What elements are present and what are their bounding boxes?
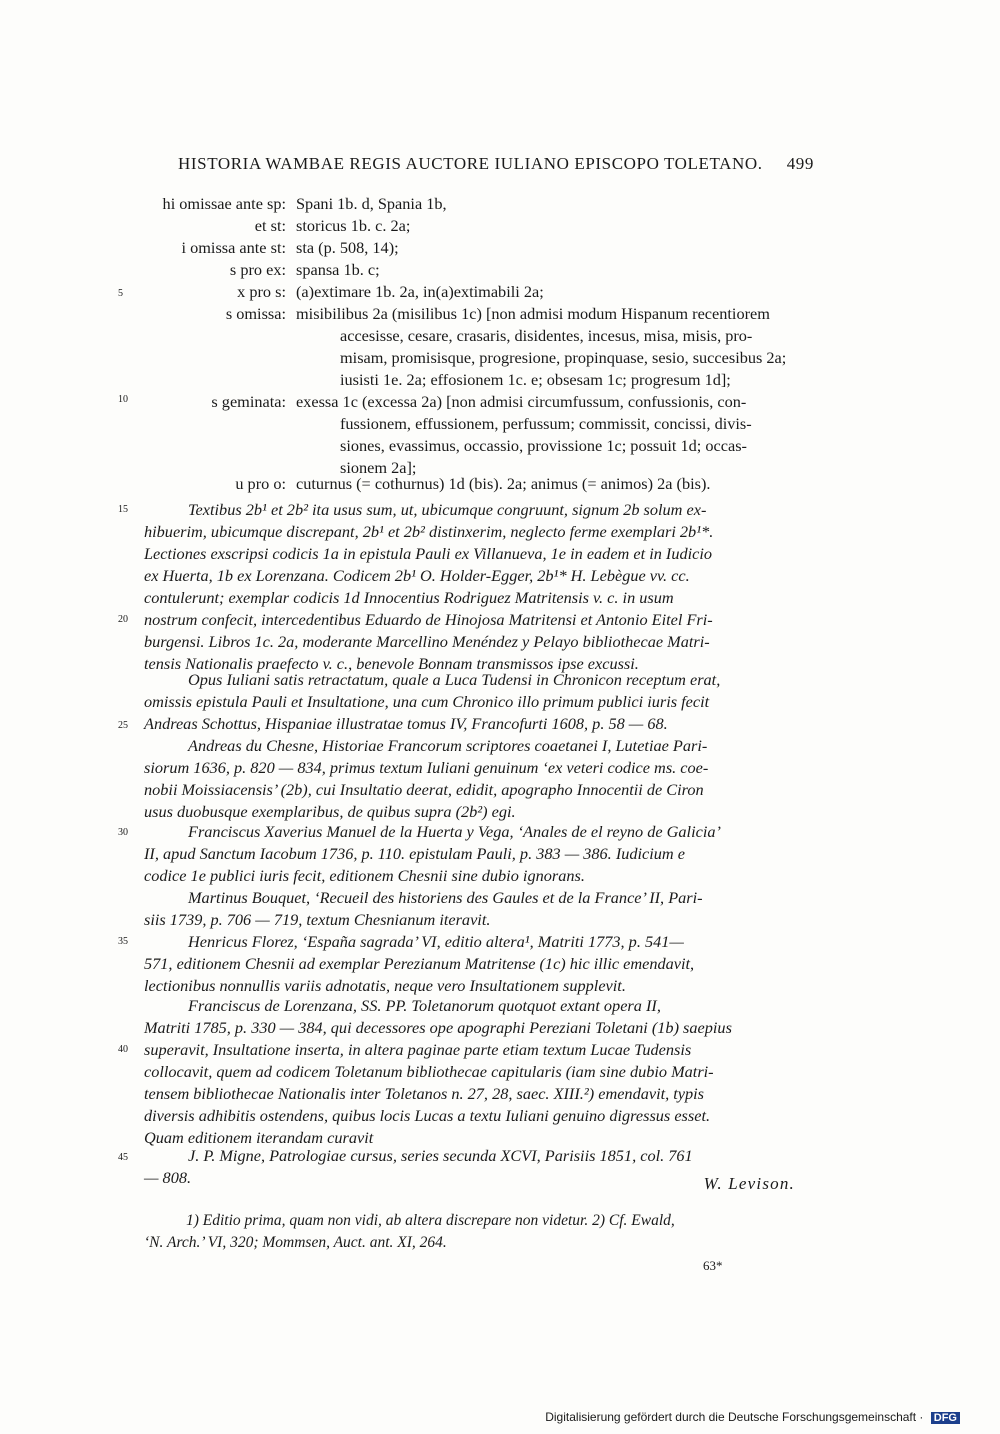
line-number: 30 bbox=[118, 827, 128, 838]
variant-text: fussionem, effussionem, perfussum; commissit, concissi, divis- bbox=[340, 414, 752, 433]
text-line: Textibus 2b¹ et 2b² ita usus sum, ut, ubicumque congruunt, signum 2b solum ex- bbox=[188, 500, 707, 519]
text-line: J. P. Migne, Patrologiae cursus, series secunda XCVI, Parisiis 1851, col. 761 bbox=[188, 1146, 693, 1165]
line-number: 35 bbox=[118, 936, 128, 947]
text-line: 571, editionem Chesnii ad exemplar Perezianum Matritense (1c) hic illic emendavit, bbox=[144, 954, 695, 973]
line-number: 25 bbox=[118, 720, 128, 731]
variant-label: s geminata: bbox=[211, 392, 286, 411]
variant-text: exessa 1c (excessa 2a) [non admisi circumfussum, confussionis, con- bbox=[296, 392, 747, 411]
text-line: — 808. bbox=[144, 1168, 192, 1187]
footnote: 1) Editio prima, quam non vidi, ab altera discrepare non videtur. 2) Cf. Ewald, bbox=[186, 1212, 675, 1229]
variant-text: sionem 2a]; bbox=[340, 458, 417, 477]
line-number: 40 bbox=[118, 1044, 128, 1055]
footer-text: Digitalisierung gefördert durch die Deutsche Forschungsgemeinschaft · bbox=[545, 1410, 924, 1424]
text-line: siorum 1636, p. 820 — 834, primus textum Iuliani genuinum ‘ex veteri codice ms. coe- bbox=[144, 758, 709, 777]
author-signature: W. Levison. bbox=[703, 1174, 795, 1193]
text-line: Matriti 1785, p. 330 — 384, qui decessores ope apographi Pereziani Toletani (1b) saepius bbox=[144, 1018, 732, 1037]
variant-text: accesisse, cesare, crasaris, disidentes, incesus, misa, misis, pro- bbox=[340, 326, 753, 345]
line-number: 10 bbox=[118, 394, 128, 405]
text-line: Opus Iuliani satis retractatum, quale a Luca Tudensi in Chronicon receptum erat, bbox=[188, 670, 721, 689]
text-line: Franciscus de Lorenzana, SS. PP. Toletanorum quotquot extant opera II, bbox=[188, 996, 661, 1015]
text-line: burgensi. Libros 1c. 2a, moderante Marcellino Menéndez y Pelayo bibliothecae Matri- bbox=[144, 632, 710, 651]
running-title: HISTORIA WAMBAE REGIS AUCTORE IULIANO EPISCOPO TOLETANO. bbox=[178, 154, 763, 173]
text-line: contulerunt; exemplar codicis 1d Innocentius Rodriguez Matritensis v. c. in usum bbox=[144, 588, 674, 607]
variant-text: spansa 1b. c; bbox=[296, 260, 380, 279]
line-number: 15 bbox=[118, 504, 128, 515]
sheet-signature: 63* bbox=[703, 1258, 723, 1273]
variant-text: Spani 1b. d, Spania 1b, bbox=[296, 194, 447, 213]
variant-label: u pro o: bbox=[235, 474, 286, 493]
variant-text: sta (p. 508, 14); bbox=[296, 238, 399, 257]
text-line: superavit, Insultatione inserta, in altera paginae parte etiam textum Lucae Tudensis bbox=[144, 1040, 692, 1059]
text-line: Franciscus Xaverius Manuel de la Huerta y Vega, ‘Anales de el reyno de Galicia’ bbox=[188, 822, 721, 841]
variant-label: s pro ex: bbox=[229, 260, 286, 279]
text-line: Andreas Schottus, Hispaniae illustratae tomus IV, Francofurti 1608, p. 58 — 68. bbox=[144, 714, 668, 733]
variant-label: hi omissae ante sp: bbox=[162, 194, 286, 213]
text-line: nostrum confecit, intercedentibus Eduardo de Hinojosa Matritensi et Antonio Eitel Fri- bbox=[144, 610, 713, 629]
variant-label: et st: bbox=[254, 216, 286, 235]
text-line: usus duobusque exemplaribus, de quibus supra (2b²) egi. bbox=[144, 802, 516, 821]
variant-text: storicus 1b. c. 2a; bbox=[296, 216, 411, 235]
variant-text: misam, promisisque, progresione, propinquase, sesio, succesibus 2a; bbox=[340, 348, 787, 367]
text-line: diversis adhibitis ostendens, quibus locis Lucas a textu Iuliani genuino digressus esset. bbox=[144, 1106, 711, 1125]
variant-label: i omissa ante st: bbox=[181, 238, 286, 257]
text-line: lectionibus nonnullis variis adnotatis, neque vero Insultationem supplevit. bbox=[144, 976, 626, 995]
text-line: Quam editionem iterandam curavit bbox=[144, 1128, 374, 1147]
text-line: Martinus Bouquet, ‘Recueil des historiens des Gaules et de la France’ II, Pari- bbox=[188, 888, 703, 907]
running-header bbox=[178, 154, 814, 174]
variant-text: (a)extimare 1b. 2a, in(a)extimabili 2a; bbox=[296, 282, 544, 301]
text-line: hibuerim, ubicumque discrepant, 2b¹ et 2b² distinxerim, neglecto ferme exemplari 2b¹*. bbox=[144, 522, 714, 541]
text-line: tensis Nationalis praefecto v. c., benevole Bonnam transmissos ipse excussi. bbox=[144, 654, 639, 673]
variant-text: iusisti 1e. 2a; effosionem 1c. e; obsesam 1c; progresum 1d]; bbox=[340, 370, 731, 389]
variant-text: siones, evassimus, occassio, provissione 1c; possuit 1d; occas- bbox=[340, 436, 747, 455]
variant-text: misibilibus 2a (misilibus 1c) [non admisi modum Hispanum recentiorem bbox=[296, 304, 770, 323]
line-number: 45 bbox=[118, 1152, 128, 1163]
dfg-logo: DFG bbox=[931, 1412, 960, 1424]
text-line: nobii Moissiacensis’ (2b), cui Insultatio deerat, edidit, apographo Innocentii de Ciron bbox=[144, 780, 704, 799]
text-line: II, apud Sanctum Iacobum 1736, p. 110. epistulam Pauli, p. 383 — 386. Iudicium e bbox=[144, 844, 685, 863]
text-line: ex Huerta, 1b ex Lorenzana. Codicem 2b¹ O. Holder-Egger, 2b¹* H. Lebègue vv. cc. bbox=[144, 566, 690, 585]
text-line: Andreas du Chesne, Historiae Francorum scriptores coaetanei I, Lutetiae Pari- bbox=[188, 736, 708, 755]
line-number: 5 bbox=[118, 288, 123, 299]
page-number: 499 bbox=[786, 154, 814, 173]
variant-label: s omissa: bbox=[225, 304, 286, 323]
text-line: tensem bibliothecae Nationalis inter Toletanos n. 27, 28, saec. XIII.²) emendavit, typis bbox=[144, 1084, 705, 1103]
line-number: 20 bbox=[118, 614, 128, 625]
footnote: ‘N. Arch.’ VI, 320; Mommsen, Auct. ant. XI, 264. bbox=[144, 1234, 447, 1251]
text-line: collocavit, quem ad codicem Toletanum bibliothecae capitularis (iam sine dubio Matri- bbox=[144, 1062, 714, 1081]
variant-label: x pro s: bbox=[237, 282, 286, 301]
text-line: siis 1739, p. 706 — 719, textum Chesnianum iteravit. bbox=[144, 910, 491, 929]
digitization-footer bbox=[545, 1410, 960, 1424]
text-line: Lectiones exscripsi codicis 1a in epistula Pauli ex Villanueva, 1e in eadem et in Iudicio bbox=[144, 544, 713, 563]
variant-text: cuturnus (= cothurnus) 1d (bis). 2a; animus (= animos) 2a (bis). bbox=[296, 474, 711, 493]
text-line: omissis epistula Pauli et Insultatione, una cum Chronico illo primum publici iuris fecit bbox=[144, 692, 710, 711]
text-line: codice 1e publici iuris fecit, editionem Chesnii sine dubio ignorans. bbox=[144, 866, 585, 885]
text-line: Henricus Florez, ‘España sagrada’ VI, editio altera¹, Matriti 1773, p. 541— bbox=[188, 932, 684, 951]
